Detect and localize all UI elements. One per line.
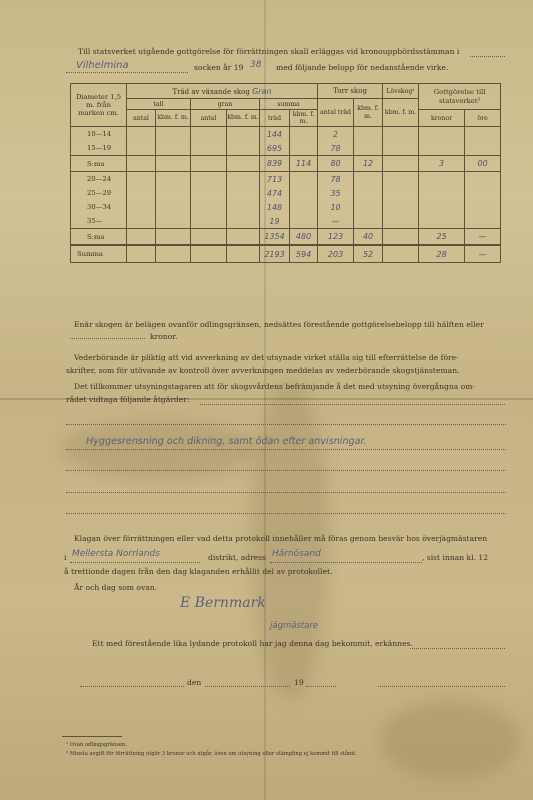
row-label: 30—34 — [71, 200, 127, 214]
cell-torr-kbm: 52 — [354, 245, 383, 263]
cell-ore — [465, 214, 501, 229]
cell-ore — [465, 127, 501, 142]
handwritten-species: Gran — [252, 86, 272, 96]
dotline — [66, 470, 506, 471]
row-label: S:ma — [71, 156, 127, 172]
cell-kronor — [419, 186, 465, 200]
dotline — [306, 686, 336, 687]
header-dotline — [66, 72, 188, 73]
signature-title: jägmästare — [270, 621, 319, 631]
col-summa-kbm: kbm. f. m. — [290, 110, 318, 127]
year-label: 19 — [294, 678, 304, 687]
dotline — [70, 338, 145, 339]
header-line-1: Till statsverket utgående gottgörelse för förrättningen skall erläggas vid kronouppbördsstämman i — [78, 47, 460, 56]
para-klagan-kl: , sist innan kl. 12 — [422, 553, 489, 562]
cell-ore — [465, 141, 501, 156]
cell-torr-antal: 78 — [318, 141, 354, 156]
dotline — [205, 686, 290, 687]
cell-kronor — [419, 214, 465, 229]
dotline — [80, 686, 184, 687]
col-trad-vaxande — [127, 84, 318, 99]
cell-kronor — [419, 141, 465, 156]
socken-label: socken år 19 — [194, 63, 244, 72]
cell-kbm — [290, 186, 318, 200]
col-ore: öre — [465, 110, 501, 127]
col-diameter: Diameter 1,5 m. från marken cm. — [71, 84, 127, 127]
handwritten-parish: Vilhelmina — [76, 60, 129, 71]
dotline — [66, 424, 506, 425]
cell-torr-kbm — [354, 200, 383, 214]
cell-torr-antal: — — [318, 214, 354, 229]
dotline — [66, 513, 506, 514]
para-ett-med: Ett med förestående lika lydande protokoll har jag denna dag bekommit, erkännes. — [92, 639, 413, 648]
dotline — [66, 492, 506, 493]
cell-kronor: 25 — [419, 229, 465, 246]
cell-kronor: 3 — [419, 156, 465, 172]
col-torr-kbm: kbm. f. m. — [354, 99, 383, 127]
para-odlingsgrans: Enär skogen är belägen ovanför odlingsgränsen, nedsättes förestående gottgörelsebelopp till hälften eller — [74, 320, 484, 329]
handwritten-measures: Hyggesrensning och dikning, samt ödan efter anvisningar. — [86, 436, 367, 447]
row-label: 10—14 — [71, 127, 127, 142]
paper-stain — [60, 420, 260, 480]
col-trad-vaxande-label: Träd av växande skog — [172, 87, 250, 96]
cell-kbm — [290, 200, 318, 214]
cell-torr-kbm — [354, 127, 383, 142]
cell-ore — [465, 172, 501, 187]
cell-ore — [465, 186, 501, 200]
cell-kbm: 480 — [290, 229, 318, 246]
handwritten-address: Härnösand — [272, 549, 321, 559]
col-summa-trad: träd — [260, 110, 290, 127]
paper-stain — [380, 700, 520, 780]
cell-trad: 713 — [260, 172, 290, 187]
cell-torr-kbm — [354, 214, 383, 229]
para-tillkommer-1: Det tillkommer utsyningstagaren att för skogsvårdens befrämjande å det med utsyning övergångna om- — [74, 382, 476, 391]
header-dotline — [470, 56, 505, 57]
handwritten-year: 38 — [250, 60, 262, 70]
dotline — [70, 562, 200, 563]
signature: E Bernmark — [180, 595, 266, 611]
dotline — [410, 648, 505, 649]
cell-trad: 1354 — [260, 229, 290, 246]
col-tall-antal: antal — [127, 110, 156, 127]
ar-och-dag: År och dag som ovan. — [74, 583, 158, 592]
cell-trad: 144 — [260, 127, 290, 142]
dotline — [378, 686, 505, 687]
cell-torr-antal: 123 — [318, 229, 354, 246]
row-label: 35— — [71, 214, 127, 229]
cell-torr-kbm: 12 — [354, 156, 383, 172]
para-klagan-1: Klagan över förrättningen eller vad detta protokoll innehåller må föras genom besvär hos överjägmästaren — [74, 534, 488, 543]
den-label: den — [187, 678, 202, 687]
cell-kbm — [290, 141, 318, 156]
cell-kronor — [419, 200, 465, 214]
cell-kbm — [290, 172, 318, 187]
col-gran: gran — [191, 99, 260, 110]
row-label-total: Summa — [71, 245, 127, 263]
para-pliktig-1: Vederbörande är pliktig att vid avverkning av det utsynade virket ställa sig till efterrättelse de före- — [74, 353, 459, 362]
col-tall-kbm: kbm. f. m. — [156, 110, 191, 127]
row-label: S:ma — [71, 229, 127, 246]
para-kronor: kronor. — [150, 332, 178, 341]
row-label: 25—29 — [71, 186, 127, 200]
cell-torr-antal: 203 — [318, 245, 354, 263]
cell-kbm — [290, 127, 318, 142]
cell-kronor: 28 — [419, 245, 465, 263]
cell-torr-kbm — [354, 172, 383, 187]
cell-torr-antal: 80 — [318, 156, 354, 172]
cell-trad: 148 — [260, 200, 290, 214]
col-gottgorelse: Gottgörelse till statsverket² — [419, 84, 501, 110]
cell-trad: 474 — [260, 186, 290, 200]
col-gran-antal: antal — [191, 110, 227, 127]
cell-torr-kbm — [354, 141, 383, 156]
col-torr: Torr skog — [318, 84, 383, 99]
cell-torr-kbm — [354, 186, 383, 200]
cell-trad: 2193 — [260, 245, 290, 263]
col-torr-antal: antal träd — [318, 99, 354, 127]
cell-trad: 695 — [260, 141, 290, 156]
para-klagan-distrikt: distrikt, adress — [208, 553, 267, 562]
footnote-2: ² Minsta avgift för förrättning utgör 3 kronor och utgår, även om utsyning eller stämpling ej kommit till stånd. — [66, 751, 357, 757]
para-pliktig-2: skrifter, som för utövande av kontroll över avverkningen meddelas av vederbörande skogstjänsteman. — [66, 366, 460, 375]
cell-torr-antal: 35 — [318, 186, 354, 200]
cell-ore: 00 — [465, 156, 501, 172]
cell-kbm: 114 — [290, 156, 318, 172]
row-label: 20—24 — [71, 172, 127, 187]
cell-kbm: 594 — [290, 245, 318, 263]
dotline — [270, 562, 422, 563]
header-line-2: med följande belopp för nedanstående virke. — [276, 63, 449, 72]
cell-kronor — [419, 172, 465, 187]
cell-ore: — — [465, 245, 501, 263]
row-label: 15—19 — [71, 141, 127, 156]
timber-table — [70, 83, 501, 263]
cell-torr-antal: 78 — [318, 172, 354, 187]
col-lovskog: Lövskog¹ — [383, 84, 419, 99]
cell-ore — [465, 200, 501, 214]
footnote-rule — [62, 736, 122, 737]
footnote-1: ¹ Ovan odlingsgränsen. — [66, 742, 128, 748]
cell-torr-antal: 10 — [318, 200, 354, 214]
col-lov-kbm: kbm. f. m. — [383, 99, 419, 127]
col-kronor: kronor — [419, 110, 465, 127]
para-tillkommer-2: rådet vidtaga följande åtgärder: — [66, 395, 190, 404]
cell-trad: 19 — [260, 214, 290, 229]
cell-ore: — — [465, 229, 501, 246]
para-klagan-3: å trettionde dagen från den dag klaganden erhållit del av protokollet. — [64, 567, 333, 576]
dotline — [200, 404, 505, 405]
handwritten-district: Mellersta Norrlands — [72, 549, 160, 559]
col-summa: summa — [260, 99, 318, 110]
cell-torr-kbm: 40 — [354, 229, 383, 246]
para-klagan-i: i — [64, 553, 67, 562]
cell-kronor — [419, 127, 465, 142]
cell-trad: 839 — [260, 156, 290, 172]
col-gran-kbm: kbm. f. m. — [227, 110, 260, 127]
dotline — [66, 449, 506, 450]
cell-torr-antal: 2 — [318, 127, 354, 142]
col-tall: tall — [127, 99, 191, 110]
cell-kbm — [290, 214, 318, 229]
